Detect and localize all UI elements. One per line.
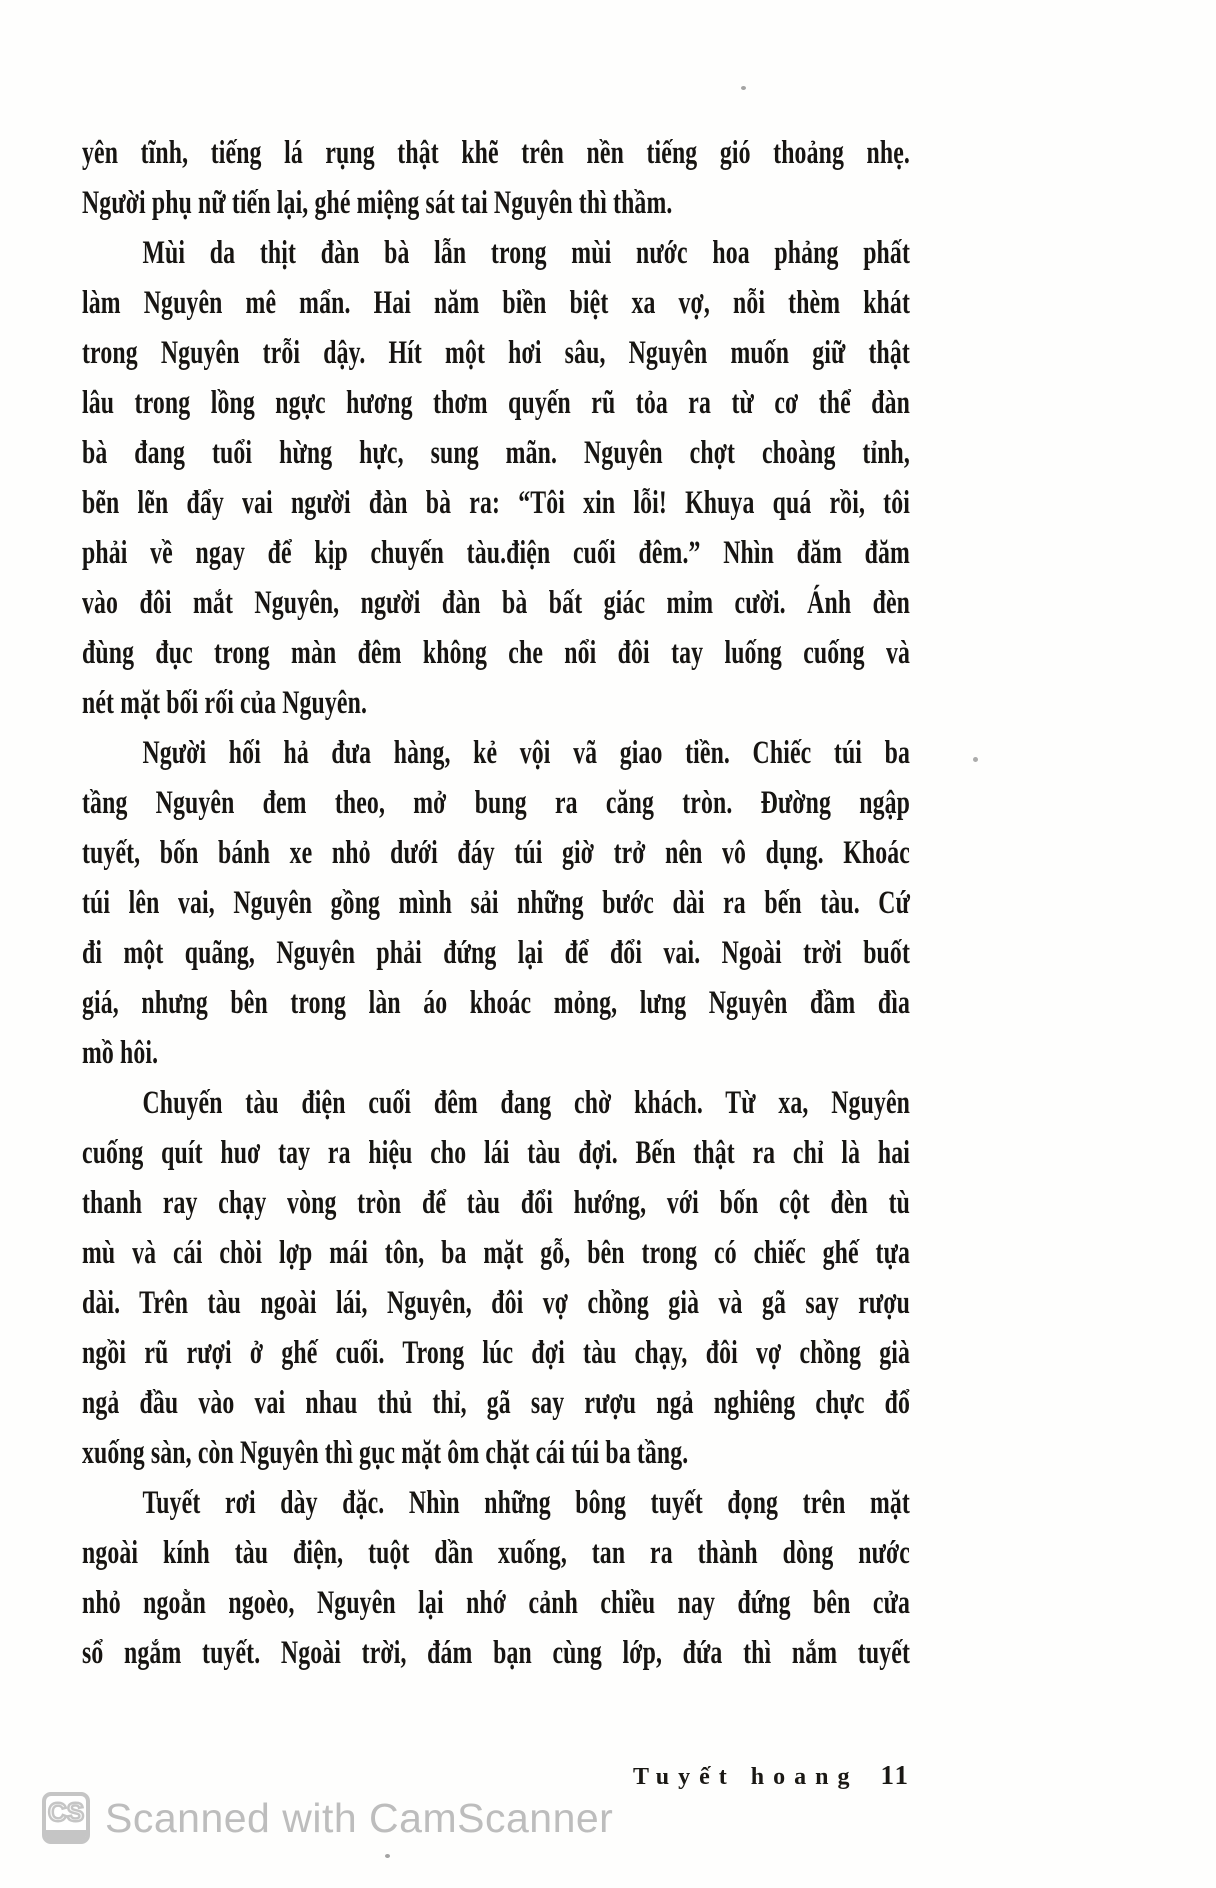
scan-speck [741,86,746,90]
text-line: lâu trong lồng ngực hương thơm quyến rũ tỏa ra từ cơ thể đàn [82,385,911,421]
scan-speck [385,1854,390,1858]
text-line: cuống quít huơ tay ra hiệu cho lái tàu đợi. Bến thật ra chỉ là hai [82,1135,911,1171]
camscanner-icon-letters: CS [47,1797,85,1827]
running-title: Tuyết hoang [632,1764,859,1790]
text-line: Người hối hả đưa hàng, kẻ vội vã giao tiền. Chiếc túi ba [142,735,911,771]
text-line: đi một quãng, Nguyên phải đứng lại để đổi vai. Ngoài trời buốt [82,935,911,971]
text-block [82,128,910,1678]
text-line: nét mặt bối rối của Nguyên. [82,685,368,721]
text-line: bẽn lẽn đẩy vai người đàn bà ra: “Tôi xin lỗi! Khuya quá rồi, tôi [82,485,911,521]
text-line: Người phụ nữ tiến lại, ghé miệng sát tai Nguyên thì thầm. [82,185,673,221]
text-line: dài. Trên tàu ngoài lái, Nguyên, đôi vợ chồng già và gã say rượu [82,1285,911,1321]
page-footer [633,1760,910,1791]
page-number: 11 [880,1760,910,1790]
paragraph [82,128,910,228]
text-line: Tuyết rơi dày đặc. Nhìn những bông tuyết đọng trên mặt [142,1485,911,1521]
text-line: nhỏ ngoằn ngoèo, Nguyên lại nhớ cảnh chiều nay đứng bên cửa [82,1585,911,1621]
text-line: mồ hôi. [82,1035,159,1071]
text-line: sổ ngắm tuyết. Ngoài trời, đám bạn cùng lớp, đứa thì nắm tuyết [82,1635,911,1671]
text-line: giá, nhưng bên trong làn áo khoác mỏng, lưng Nguyên đầm đìa [82,985,911,1021]
text-line: Mùi da thịt đàn bà lẫn trong mùi nước hoa phảng phất [142,235,911,271]
text-line: túi lên vai, Nguyên gồng mình sải những bước dài ra bến tàu. Cứ [82,885,911,921]
text-line: ngồi rũ rượi ở ghế cuối. Trong lúc đợi tàu chạy, đôi vợ chồng già [82,1335,911,1371]
text-line: Chuyến tàu điện cuối đêm đang chờ khách. Từ xa, Nguyên [142,1085,911,1121]
text-line: tuyết, bốn bánh xe nhỏ dưới đáy túi giờ trở nên vô dụng. Khoác [82,835,911,871]
text-line: yên tĩnh, tiếng lá rụng thật khẽ trên nền tiếng gió thoảng nhẹ. [82,135,911,171]
camscanner-icon [42,1792,90,1844]
text-line: tầng Nguyên đem theo, mở bung ra căng tròn. Đường ngập [82,785,911,821]
camscanner-icon-band [46,1830,86,1840]
scan-speck [973,757,978,762]
text-line: làm Nguyên mê mẩn. Hai năm biền biệt xa vợ, nỗi thèm khát [82,285,911,321]
watermark-label: Scanned with CamScanner [105,1794,614,1841]
paragraph [82,728,910,1078]
text-line: vào đôi mắt Nguyên, người đàn bà bất giác mỉm cười. Ánh đèn [82,585,911,621]
paragraph [82,1078,910,1478]
text-line: bà đang tuổi hừng hực, sung mãn. Nguyên chợt choàng tỉnh, [82,435,911,471]
text-line: ngoài kính tàu điện, tuột dần xuống, tan ra thành dòng nước [82,1535,911,1571]
camscanner-watermark [42,1792,613,1844]
paragraph [82,228,910,728]
text-line: phải về ngay để kịp chuyến tàu.điện cuối đêm.” Nhìn đăm đăm [82,535,911,571]
text-line: xuống sàn, còn Nguyên thì gục mặt ôm chặt cái túi ba tầng. [82,1435,689,1471]
text-line: thanh ray chạy vòng tròn để tàu đổi hướng, với bốn cột đèn tù [82,1185,911,1221]
text-line: mù và cái chòi lợp mái tôn, ba mặt gỗ, bên trong có chiếc ghế tựa [82,1235,911,1271]
paragraph [82,1478,910,1678]
text-line: trong Nguyên trỗi dậy. Hít một hơi sâu, Nguyên muốn giữ thật [82,335,911,371]
text-line: ngả đầu vào vai nhau thủ thỉ, gã say rượu ngả nghiêng chực đổ [82,1385,911,1421]
text-line: đùng đục trong màn đêm không che nổi đôi tay luống cuống và [82,635,911,671]
